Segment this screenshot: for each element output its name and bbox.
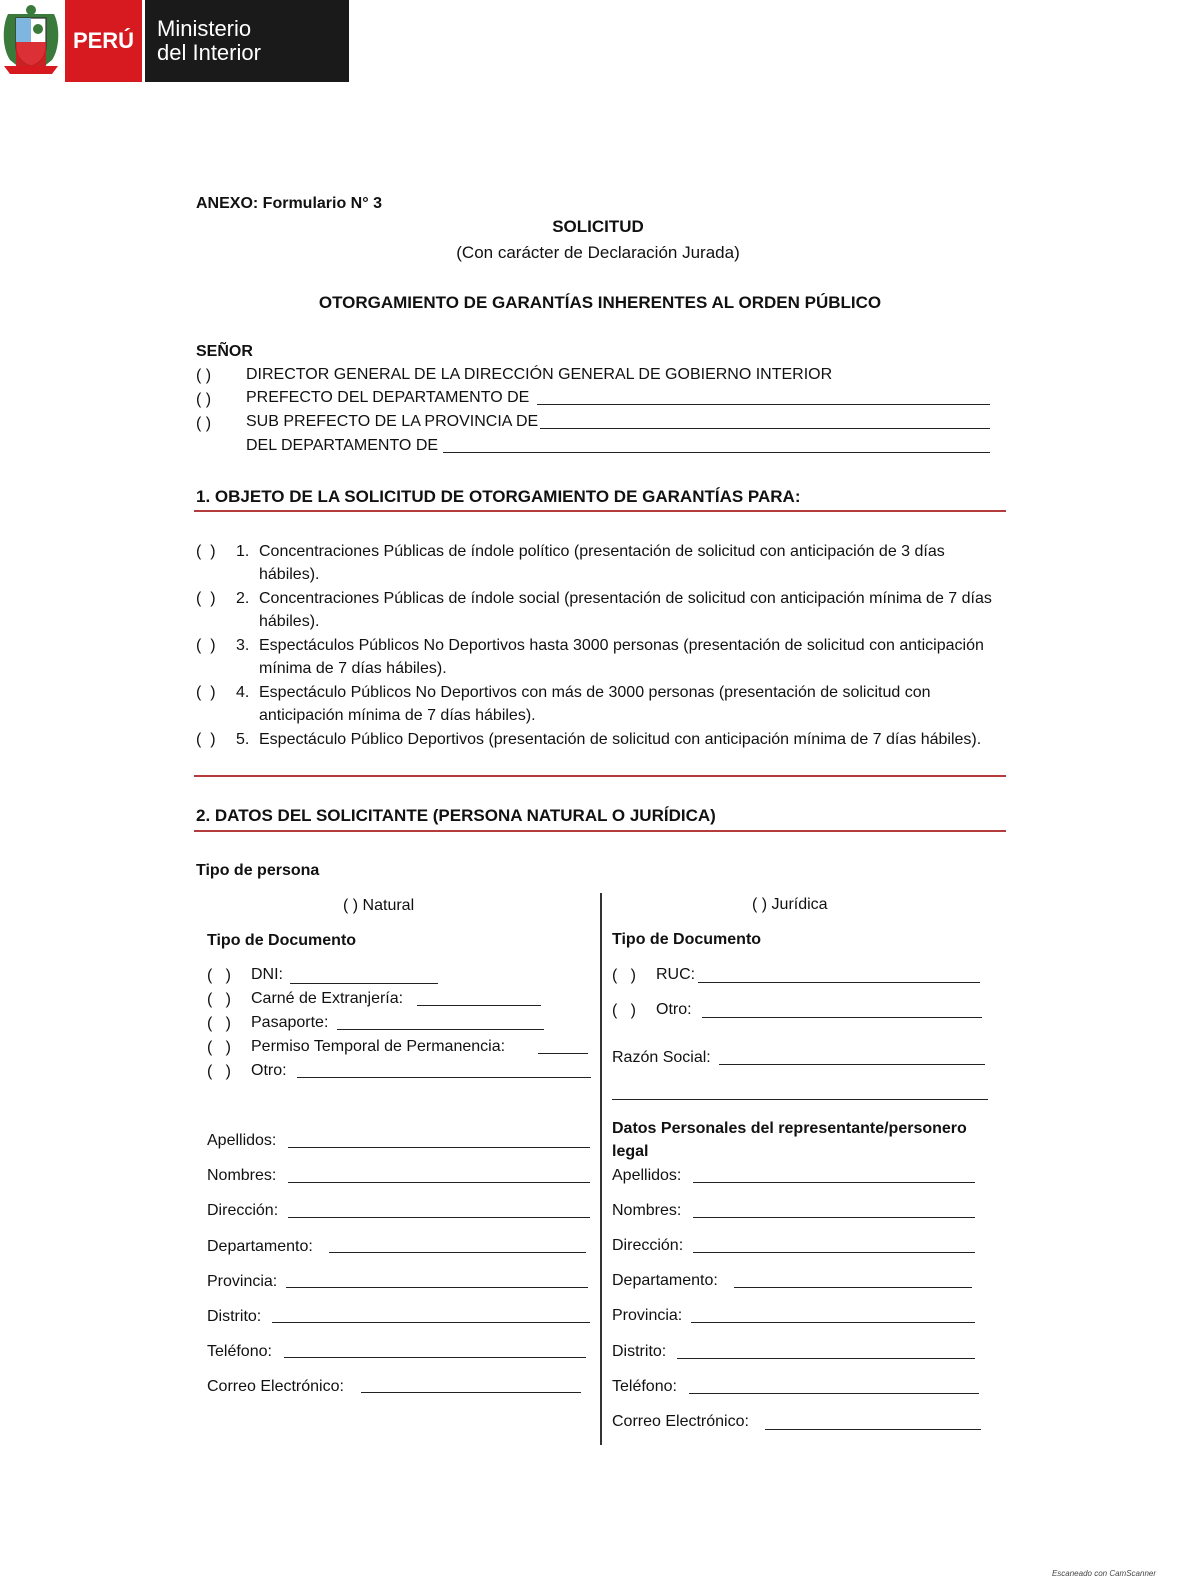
dni-checkbox[interactable]: ( ) [207,967,231,984]
pasaporte-input[interactable] [337,1029,544,1030]
section2-divider [194,830,1006,832]
section1-divider [194,510,1006,512]
column-divider [600,893,602,1445]
option-number: 4. [236,684,250,701]
rep-telefono-label: Teléfono: [612,1378,677,1395]
addressee-label: SEÑOR [196,343,253,360]
carne-input[interactable] [417,1005,541,1006]
option-number: 2. [236,590,250,607]
addressee-option-departamento: DEL DEPARTAMENTO DE [246,437,439,454]
addressee-option-director: DIRECTOR GENERAL DE LA DIRECCIÓN GENERAL DE GOBIERNO INTERIOR [246,366,833,383]
natural-telefono-input[interactable] [284,1357,586,1358]
checkbox[interactable]: ( ) [196,543,216,560]
prefecto-departamento-input[interactable] [537,404,990,405]
natural-provincia-label: Provincia: [207,1273,278,1290]
rep-correo-label: Correo Electrónico: [612,1413,749,1430]
representante-label-cont: legal [612,1143,649,1160]
rep-telefono-input[interactable] [689,1393,979,1394]
section2-heading: 2. DATOS DEL SOLICITANTE (PERSONA NATURAL O JURÍDICA) [196,806,716,825]
rep-apellidos-label: Apellidos: [612,1167,682,1184]
natural-apellidos-input[interactable] [288,1147,590,1148]
otro-input[interactable] [297,1077,591,1078]
option-text: Espectáculos Públicos No Deportivos hasta 3000 personas (presentación de solicitud con anticipación mínima de 7 días hábiles). [259,637,984,677]
ruc-label: RUC: [656,966,696,983]
natural-apellidos-label: Apellidos: [207,1132,277,1149]
juridica-otro-label: Otro: [656,1001,692,1018]
rep-distrito-label: Distrito: [612,1343,667,1360]
objeto-option-4[interactable] [196,681,1006,727]
razon-social-label: Razón Social: [612,1049,711,1066]
carne-checkbox[interactable]: ( ) [207,991,231,1008]
objeto-option-2[interactable] [196,587,1006,633]
natural-direccion-input[interactable] [288,1217,590,1218]
dni-input[interactable] [290,983,438,984]
permiso-label: Permiso Temporal de Permanencia: [251,1038,506,1055]
checkbox[interactable]: ( ) [196,637,216,654]
natural-departamento-input[interactable] [329,1252,586,1253]
natural-nombres-input[interactable] [288,1182,590,1183]
subprefecto-provincia-input[interactable] [540,428,990,429]
juridica-option[interactable]: ( ) Jurídica [752,896,828,913]
ministry-line-1: Ministerio [157,16,252,41]
objeto-option-5[interactable] [196,728,1006,774]
checkbox[interactable]: ( ) [196,684,216,701]
checkbox[interactable]: ( ) [196,731,216,748]
subprefecto-departamento-input[interactable] [443,452,990,453]
section1-heading: 1. OBJETO DE LA SOLICITUD DE OTORGAMIENTO DE GARANTÍAS PARA: [196,487,801,506]
carne-label: Carné de Extranjería: [251,990,404,1007]
otro-label: Otro: [251,1062,287,1079]
natural-doc-label: Tipo de Documento [207,932,357,949]
representante-label: Datos Personales del representante/personero [612,1120,967,1137]
rep-departamento-label: Departamento: [612,1272,718,1289]
addressee-checkbox[interactable]: ( ) [196,367,212,384]
rep-nombres-input[interactable] [693,1217,975,1218]
natural-distrito-input[interactable] [272,1322,590,1323]
juridica-otro-checkbox[interactable]: ( ) [612,1002,636,1019]
permiso-input[interactable] [538,1053,588,1054]
rep-nombres-label: Nombres: [612,1202,682,1219]
razon-social-input-line-2[interactable] [612,1099,988,1100]
natural-telefono-label: Teléfono: [207,1343,272,1360]
juridica-otro-input[interactable] [702,1017,982,1018]
coat-of-arms-icon [0,4,62,76]
option-number: 3. [236,637,250,654]
rep-direccion-label: Dirección: [612,1237,684,1254]
rep-apellidos-input[interactable] [693,1182,975,1183]
rep-provincia-label: Provincia: [612,1307,683,1324]
pasaporte-checkbox[interactable]: ( ) [207,1015,231,1032]
section1-bottom-divider [194,775,1006,777]
addressee-option-prefecto: PREFECTO DEL DEPARTAMENTO DE [246,389,530,406]
peru-label: PERÚ [65,0,142,82]
ministry-logo [0,0,349,82]
natural-departamento-label: Departamento: [207,1238,313,1255]
ruc-checkbox[interactable]: ( ) [612,967,636,984]
option-text: Espectáculo Públicos No Deportivos con más de 3000 personas (presentación de solicitud con anticipación mínima de 7 días hábiles). [259,684,931,724]
rep-correo-input[interactable] [765,1429,981,1430]
option-text: Concentraciones Públicas de índole social (presentación de solicitud con anticipación mínima de 7 días hábiles). [259,590,992,630]
addressee-checkbox[interactable]: ( ) [196,415,212,432]
option-text: Espectáculo Público Deportivos (presentación de solicitud con anticipación mínima de 7 días hábiles). [259,731,982,748]
natural-provincia-input[interactable] [286,1287,588,1288]
page-title: SOLICITUD [552,217,644,236]
natural-option[interactable]: ( ) Natural [343,897,415,914]
objeto-option-3[interactable] [196,634,1006,680]
option-number: 1. [236,543,250,560]
pasaporte-label: Pasaporte: [251,1014,329,1031]
permiso-checkbox[interactable]: ( ) [207,1039,231,1056]
tipo-persona-label: Tipo de persona [196,862,320,879]
rep-direccion-input[interactable] [693,1252,975,1253]
dni-label: DNI: [251,966,283,983]
checkbox[interactable]: ( ) [196,590,216,607]
ministry-line-2: del Interior [157,40,261,65]
rep-departamento-input[interactable] [734,1287,972,1288]
ministry-name [142,0,349,82]
natural-correo-label: Correo Electrónico: [207,1378,344,1395]
main-heading: OTORGAMIENTO DE GARANTÍAS INHERENTES AL ORDEN PÚBLICO [318,293,882,312]
option-number: 5. [236,731,250,748]
otro-checkbox[interactable]: ( ) [207,1063,231,1080]
page-subtitle: (Con carácter de Declaración Jurada) [456,243,740,262]
rep-provincia-input[interactable] [691,1322,975,1323]
addressee-checkbox[interactable]: ( ) [196,391,212,408]
natural-direccion-label: Dirección: [207,1202,279,1219]
natural-nombres-label: Nombres: [207,1167,277,1184]
natural-distrito-label: Distrito: [207,1308,262,1325]
rep-distrito-input[interactable] [677,1358,975,1359]
option-text: Concentraciones Públicas de índole político (presentación de solicitud con anticipación de 3 días hábiles). [259,543,945,583]
razon-social-input[interactable] [719,1064,985,1065]
addressee-option-subprefecto: SUB PREFECTO DE LA PROVINCIA DE [246,413,539,430]
annex-label: ANEXO: Formulario N° 3 [196,195,382,212]
ruc-input[interactable] [698,982,980,983]
scanner-watermark: Escaneado con CamScanner [1051,1569,1156,1578]
natural-correo-input[interactable] [361,1392,581,1393]
objeto-option-1[interactable] [196,540,1006,586]
juridica-doc-label: Tipo de Documento [612,931,762,948]
